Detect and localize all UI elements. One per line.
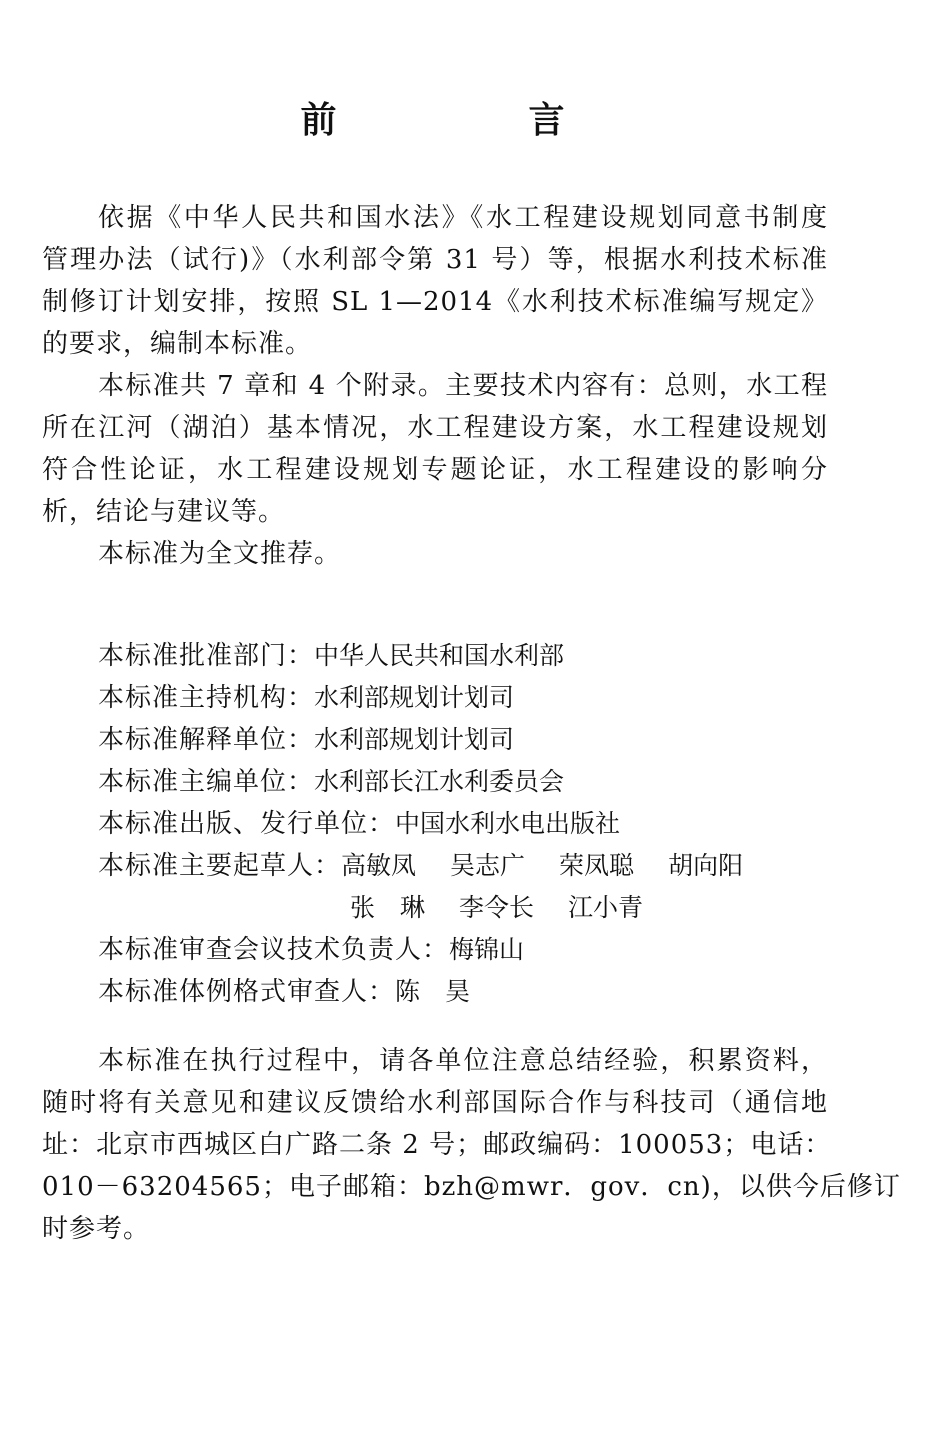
standard-meta-list bbox=[98, 635, 743, 1013]
drafter-name: 吴志广 bbox=[450, 851, 526, 880]
drafter-name: 胡向阳 bbox=[668, 851, 744, 880]
meta-format-reviewer: 本标准体例格式审查人：陈 昊 bbox=[98, 977, 471, 1007]
paragraph-basis bbox=[42, 197, 828, 365]
page-title: 前 言 bbox=[300, 100, 643, 141]
drafter-name: 江小青 bbox=[568, 893, 644, 922]
meta-editor: 本标准主编单位：水利部长江水利委员会 bbox=[98, 767, 565, 797]
paragraph-content bbox=[42, 365, 828, 533]
paragraph-feedback bbox=[42, 1040, 901, 1250]
drafter-name: 张 琳 bbox=[350, 893, 426, 922]
paragraph-line: 析，结论与建议等。 bbox=[42, 497, 286, 527]
meta-drafters-continued bbox=[98, 887, 743, 929]
paragraph-line: 随时将有关意见和建议反馈给水利部国际合作与科技司（通信地 bbox=[42, 1088, 828, 1118]
paragraph-line: 本标准为全文推荐。 bbox=[98, 539, 342, 569]
paragraph-line: 时参考。 bbox=[42, 1214, 151, 1244]
meta-host: 本标准主持机构：水利部规划计划司 bbox=[98, 683, 515, 713]
paragraph-line: 本标准在执行过程中，请各单位注意总结经验，积累资料， bbox=[98, 1046, 828, 1076]
paragraph-line: 依据《中华人民共和国水法》《水工程建设规划同意书制度 bbox=[98, 203, 828, 233]
paragraph-line: 010－63204565；电子邮箱：bzh@mwr．gov．cn)，以供今后修订 bbox=[42, 1172, 901, 1202]
paragraph-line: 制修订计划安排，按照 SL 1—2014《水利技术标准编写规定》 bbox=[42, 287, 828, 317]
paragraph-line: 本标准共 7 章和 4 个附录。主要技术内容有：总则，水工程 bbox=[98, 371, 828, 401]
paragraph-line: 的要求，编制本标准。 bbox=[42, 329, 313, 359]
paragraph-recommendation bbox=[42, 533, 828, 575]
paragraph-line: 所在江河（湖泊）基本情况，水工程建设方案，水工程建设规划 bbox=[42, 413, 828, 443]
paragraph-line: 址：北京市西城区白广路二条 2 号；邮政编码：100053；电话： bbox=[42, 1130, 832, 1160]
meta-publisher: 本标准出版、发行单位：中国水利水电出版社 bbox=[98, 809, 621, 839]
meta-review-lead: 本标准审查会议技术负责人：梅锦山 bbox=[98, 935, 525, 965]
paragraph-line: 管理办法（试行)》（水利部令第 31 号）等，根据水利技术标准 bbox=[42, 245, 828, 275]
drafter-name: 荣凤聪 bbox=[559, 851, 635, 880]
meta-approver: 本标准批准部门：中华人民共和国水利部 bbox=[98, 641, 565, 671]
meta-interpreter: 本标准解释单位：水利部规划计划司 bbox=[98, 725, 515, 755]
drafter-name: 高敏凤 bbox=[341, 851, 417, 880]
meta-drafters: 本标准主要起草人：高敏凤 吴志广 荣凤聪 胡向阳 bbox=[98, 851, 744, 881]
drafter-name: 李令长 bbox=[459, 893, 535, 922]
paragraph-line: 符合性论证，水工程建设规划专题论证，水工程建设的影响分 bbox=[42, 455, 828, 485]
